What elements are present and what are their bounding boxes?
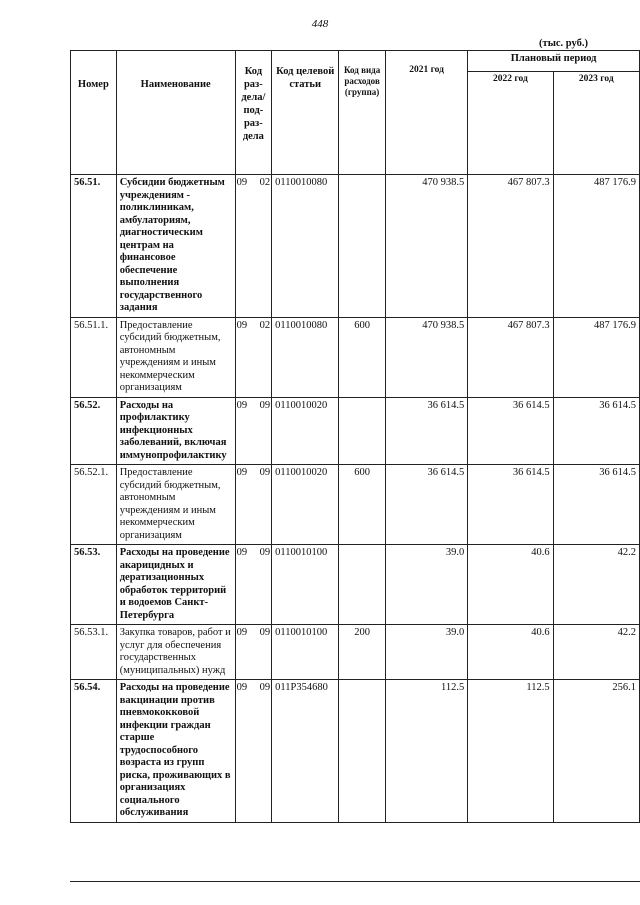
table-row	[71, 545, 640, 625]
row-section-code: 09	[236, 399, 248, 411]
page-number: 448	[311, 18, 329, 30]
header-expense: Код вида расходов (группа)	[339, 51, 386, 175]
row-value-2022: 112.5	[468, 680, 553, 823]
row-value-2022: 40.6	[468, 625, 553, 680]
table-row	[71, 397, 640, 465]
row-value-2022: 36 614.5	[468, 397, 553, 465]
row-value-2023: 487 176.9	[553, 317, 639, 397]
row-name: Закупка товаров, работ и услуг для обеспечения государственных (муниципальных) нужд	[116, 625, 235, 680]
row-number: 56.54.	[71, 680, 117, 823]
row-value-2021: 39.0	[385, 625, 467, 680]
units-label: (тыс. руб.)	[539, 38, 588, 49]
row-section	[235, 680, 272, 823]
row-subsection-code: 02	[259, 177, 271, 188]
row-expense-group	[339, 680, 386, 823]
row-target-code: 011P354680	[272, 680, 339, 823]
header-2021: 2021 год	[385, 51, 467, 175]
header-section: Код раз- дела/ под- раз- дела	[235, 51, 272, 175]
table-row	[71, 680, 640, 823]
row-value-2021: 36 614.5	[385, 397, 467, 465]
row-section	[235, 175, 272, 318]
row-value-2023: 36 614.5	[553, 465, 639, 545]
header-2023: 2023 год	[553, 72, 639, 175]
table-row	[71, 465, 640, 545]
row-value-2023: 42.2	[553, 545, 639, 625]
row-subsection-code: 09	[259, 467, 271, 478]
row-name: Расходы на проведение вакцинации против пневмококковой инфекции граждан старше трудоспособного возраста из групп риска, проживающих в организациях социального обслуживания	[116, 680, 235, 823]
row-number: 56.51.1.	[71, 317, 117, 397]
row-section-code: 09	[236, 467, 248, 478]
row-name: Субсидии бюджетным учреждениям - поликлиникам, амбулаториям, диагностическим центрам на финансовое обеспечение выполнения государственного задания	[116, 175, 235, 318]
row-value-2021: 470 938.5	[385, 317, 467, 397]
row-target-code: 0110010100	[272, 545, 339, 625]
row-value-2022: 36 614.5	[468, 465, 553, 545]
row-name: Расходы на проведение акарицидных и дератизационных обработок территорий и водоемов Санкт-Петербурга	[116, 545, 235, 625]
row-target-code: 0110010100	[272, 625, 339, 680]
row-section	[235, 317, 272, 397]
bottom-rule	[70, 881, 640, 882]
row-section	[235, 465, 272, 545]
row-value-2023: 256.1	[553, 680, 639, 823]
row-number: 56.52.	[71, 397, 117, 465]
row-value-2023: 36 614.5	[553, 397, 639, 465]
row-value-2021: 36 614.5	[385, 465, 467, 545]
row-section	[235, 397, 272, 465]
row-expense-group	[339, 175, 386, 318]
row-value-2022: 467 807.3	[468, 317, 553, 397]
row-number: 56.52.1.	[71, 465, 117, 545]
row-subsection-code: 02	[259, 319, 271, 331]
row-number: 56.53.	[71, 545, 117, 625]
row-expense-group: 200	[339, 625, 386, 680]
table-row	[71, 625, 640, 680]
row-value-2021: 39.0	[385, 545, 467, 625]
table-row	[71, 175, 640, 318]
row-section-code: 09	[236, 547, 248, 558]
row-section	[235, 625, 272, 680]
row-name: Расходы на профилактику инфекционных заболеваний, включая иммунопрофилактику	[116, 397, 235, 465]
row-subsection-code: 09	[259, 627, 271, 638]
row-expense-group	[339, 545, 386, 625]
row-value-2023: 42.2	[553, 625, 639, 680]
row-number: 56.51.	[71, 175, 117, 318]
row-name: Предоставление субсидий бюджетным, автономным учреждениям и иным некоммерческим организациям	[116, 317, 235, 397]
table-row	[71, 317, 640, 397]
row-subsection-code: 09	[259, 547, 271, 558]
row-target-code: 0110010080	[272, 317, 339, 397]
header-planned: Плановый период	[468, 51, 640, 72]
row-section	[235, 545, 272, 625]
budget-table	[70, 50, 640, 823]
header-name: Наименование	[116, 51, 235, 175]
row-value-2022: 467 807.3	[468, 175, 553, 318]
row-name: Предоставление субсидий бюджетным, автономным учреждениям и иным некоммерческим организациям	[116, 465, 235, 545]
row-value-2021: 470 938.5	[385, 175, 467, 318]
header-number: Номер	[71, 51, 117, 175]
row-subsection-code: 09	[259, 399, 271, 411]
header-2022: 2022 год	[468, 72, 553, 175]
row-number: 56.53.1.	[71, 625, 117, 680]
row-value-2022: 40.6	[468, 545, 553, 625]
row-subsection-code: 09	[259, 682, 271, 693]
row-target-code: 0110010020	[272, 465, 339, 545]
row-value-2023: 487 176.9	[553, 175, 639, 318]
row-value-2021: 112.5	[385, 680, 467, 823]
row-section-code: 09	[236, 319, 248, 331]
row-target-code: 0110010080	[272, 175, 339, 318]
row-expense-group	[339, 397, 386, 465]
row-expense-group: 600	[339, 465, 386, 545]
row-section-code: 09	[236, 682, 248, 693]
row-expense-group: 600	[339, 317, 386, 397]
row-section-code: 09	[236, 627, 248, 638]
header-target: Код целевой статьи	[272, 51, 339, 175]
row-target-code: 0110010020	[272, 397, 339, 465]
row-section-code: 09	[236, 177, 248, 188]
